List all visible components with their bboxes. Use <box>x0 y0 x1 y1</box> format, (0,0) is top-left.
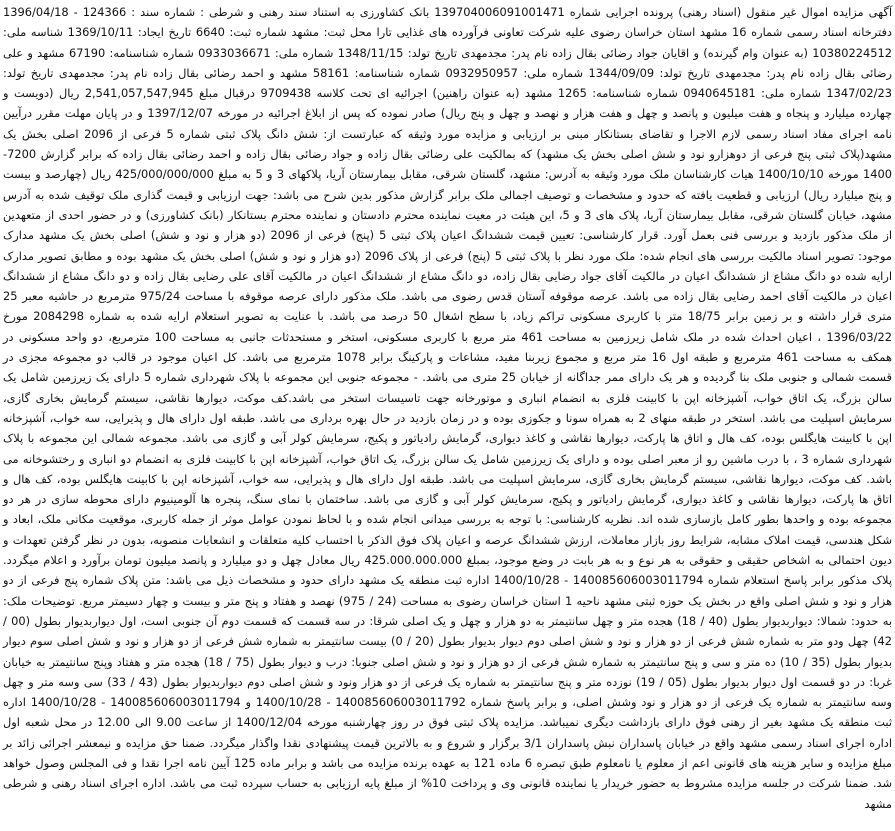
notice-text: آگهی مزایده اموال غیر منقول (اسناد رهنی) پرونده اجرایی شماره 139704006091001471 بانک کشاورزی به استناد سند رهنی و شرطی : شماره سند : 124366 - 1396/04/18 دفترخانه اسناد رسمی شماره 16 مشهد استان خراسان رضوی علیه شرکت تعاونی فرآورده های غذایی تارا محل ثبت: مشهد شماره ثبت: 6640 تاریخ ایجاد: 1369/10/11 شناسه ملی: 10380224512 (به عنوان وام گیرنده) و اقایان جواد رضائی بقال زاده نام پدر: مجدمهدی تاریخ تولد: 1348/11/15 شماره ملی: 0933036671 شماره شناسنامه: 67190 مشهد و علی رضائی بقال زاده نام پدر: مجدمهدی تاریخ تولد: 1344/09/09 شماره ملی: 0932950957 شماره شناسنامه: 58161 مشهد و احمد رضائی بقال زاده نام پدر: مجدمهدی تاریخ تولد: 1347/02/23 شماره ملی: 0940645181 شماره شناسنامه: 1265 مشهد (به عنوان راهنین) اجرائیه ای تحت کلاسه 9709438 درقبال مبلغ 2,541,057,547,945 ریال (دویست و چهارده میلیارد و پنجاه و هفت میلیون و پانصد و چهل و هفت هزار و نهصد و چهل و پنج ریال) صادر نموده که پس از ابلاغ اجرائیه در مورخه 1397/12/07 و در پایان مهلت مقرر درآیین نامه اجرای مفاد اسناد رسمی لازم الاجرا و تقاضای بستانکار مبنی بر ارزیابی و مزایده مورد وثیقه که عبارتست از: شش دانگ پلاک ثبتی شماره 5 فرعی از 2096 اصلی بخش یک مشهد(پلاک ثبتی پنج فرعی از دوهزارو نود و شش اصلی بخش یک مشهد) که بمالکیت علی رضائی بقال زاده و جواد رضائی بقال زاده و احمد رضائی بقال زاده که برابر گزارش 7200-1400 مورخه 1400/10/10 هیات کارشناسان ملک مورد وثیقه به آدرس: مشهد، گلستان شرقی، مقابل بیمارستان آریا، پلاکهای 3 و 5 به مبلغ 425/000/000/000 ریال (چهارصد و بیست و پنج میلیارد ریال) ارزیابی و قطعیت یافته که حدود و مشخصات و توصیف اجمالی ملک برابر گزارش مذکور بدین شرح می باشد: جهت ارزیابی و قیمت گذاری ملک توقیف شده به آدرس مشهد، خیابان گلستان شرقی، مقابل بیمارستان آریا، پلاک های 3 و 5، این هیئت در معیت نماینده محترم دادستان و نماینده محترم بستانکار (بانک کشاورزی) و در حضور احدی از متعهدین از ملک مذکور بازدید و بررسی فنی بعمل آورد. قرار کارشناسی: تعیین قیمت ششدانگ اعیان پلاک ثبتی 5 (پنج) فرعی از 2096 (دو هزار و نود و شش) اصلی بخش یک مشهد مدارک موجود: تصویر اسناد مالکیت بررسی های انجام شده: ملک مورد نظر با پلاک ثبتی 5 (پنج) فرعی از پلاک 2096 (دو هزار و نود و شش) اصلی بخش یک مشهد بوده و مطابق تصویر مدارک ارایه شده دو دانگ مشاع از ششدانگ اعیان در مالکیت آقای جواد رضایی بقال زاده، دو دانگ مشاع از ششدانگ اعیان در مالکیت آقای علی رضایی بقال زاده و دو دانگ مشاع از ششدانگ اعیان در مالکیت آقای احمد رضایی بقال زاده می باشد. عرصه موقوفه آستان قدس رضوی می باشد. ملک مذکور دارای عرصه موقوفه با مساحت 975/24 مترمربع در حاشیه معبر 25 متری قرار داشته و بر زمین برابر 18/75 متر با کاربری مسکونی تراکم زیاد، با سطح اشغال 50 درصد می باشد. با عنایت به تصویر استعلام ارایه شده به شماره 2084298 مورخ 1396/03/22 ، اعیان احداث شده در ملک شامل زیرزمین به مساحت 461 متر مربع با کاربری مسکونی، استخر و مستحدثات جانبی به مساحت 100 مترمربع، دو واحد مسکونی در همکف به مساحت 461 مترمربع و طبقه اول 16 متر مربع و مجموع زیربنا مفید، مشاعات و پارکینگ برابر 1078 مترمربع می باشد. کل اعیان موجود در قالب دو مجموعه مجزی در قسمت شمالی و جنوبی ملک بنا گردیده و هر یک دارای ممر جداگانه از خیابان 25 متری می باشد. - مجموعه جنوبی این مجموعه با پلاک شهرداری شماره 5 دارای یک زیرزمین شامل یک سالن بزرگ، یک اتاق خواب، آشپزخانه اپن با کابینت فلزی به انضمام انباری و موتورخانه جهت تاسیسات استخر می باشد.کف موکت، دیوارها نقاشی، سیستم گرمایش بخاری گازی، سرمایش اسپلیت می باشد. استخر در طبقه منهای 2 به همراه سونا و جکوزی بوده و در زمان بازدید در حال بهره برداری می باشد. طبقه اول دارای هال و پذیرایی، سه خواب، آشپزخانه اپن با کابینت هایگلس بوده، کف هال و اتاق ها پارکت، دیوارها نقاشی و کاغذ دیواری، گرمایش رادیاتور و پکیج، سرمایش کولر آبی و گازی می باشد. مجموعه شمالی این مجموعه با پلاک شهرداری شماره 3 ، با درب ماشین رو از معبر اصلی بوده و دارای یک زیرزمین شامل یک سالن بزرگ، یک اتاق خواب، آشپزخانه اپن با کابینت فلزی به انضمام دو انباری و رختشوخانه می باشد. کف موکت، دیوارها نقاشی، سیستم گرمایش بخاری گازی، سرمایش اسپلیت می باشد. طبقه اول دارای هال و پذیرایی، سه خواب، آشپزخانه اپن با کابینت هایگلس بوده، کف هال و اتاق ها پارکت، دیوارها نقاشی و کاغذ دیواری، گرمایش رادیاتور و پکیج، سرمایش کولر آبی و گازی می باشد. ساختمان با نمای سنگ، پنجره ها آلومینیوم دارای محوطه سازی در هر دو مجموعه بوده و واحدها بطور کامل بازسازی شده اند. نظریه کارشناسی: با توجه به بررسی میدانی انجام شده و با لحاظ نمودن عوامل موثر از جمله کاربری، موقعیت مکانی ملک، ابعاد و شکل هندسی، قیمت املاک مشابه، شرایط روز بازار معاملات، ارزش ششدانگ عرصه و اعیان پلاک فوق الذکر با احتساب کلیه متعلقات و انشعابات منصوبه، بدون در نظر گرفتن تعهدات و دیون احتمالی به اشخاص حقیقی و حقوقی به هر نوع و به هر بابت در وضع موجود، بمبلغ 425.000.000.000 ریال معادل چهل و دو میلیارد و پانصد میلیون تومان برآورد و اعلام میگردد. پلاک مذکور برابر پاسخ استعلام شماره 140085606003011794 - 1400/10/28 اداره ثبت منطقه یک مشهد دارای حدود و مشخصات ذیل می باشد: متن پلاک شماره پنج فرعی از دو هزار و نود و شش اصلی واقع در بخش یک حوزه ثبتی مشهد ناحیه 1 استان خراسان رضوی به مساحت (24 / 975) نهصد و هفتاد و پنج متر و بیست و چهار دسیمتر مربع. توضیحات ملک: به حدود: شمالا: دیواربدیوار بطول (40 / 18) هجده متر و چهل سانتیمتر به دو هزار و چهل و یک اصلی شرقا: در سه قسمت که قسمت دوم آن جنوبی است، اول دیواربدیوار بطول (00 / 42) چهل ودو متر به شماره شش فرعی از دو هزار و نود و شش اصلی دوم دیوار بدیوار بطول (20 / 0) بیست سانتیمتر به شماره شش فرعی از دو هزار و نود و شش اصلی سوم دیوار بدیوار بطول (35 / 10) ده متر و سی و پنج سانتیمتر به شماره شش فرعی از دو هزار و نود و شش اصلی جنوبا: درب و دیوار بطول (75 / 18) هجده متر و هفتاد وپنج سانتیمتر به خیابان غربا: در دو قسمت اول دیوار بدیوار بطول (05 / 19) نوزده متر و پنج سانتیمتر به شماره یک فرعی از دو هزار ونود و شش اصلی دوم دیواربدیوار بطول (43 / 33) سی وسه متر و چهل وسه سانتیمتر به شماره یک فرعی از دو هزار و نود وشش اصلی، و برابر پاسخ شماره 140085606003011792 - 1400/10/28 و 140085606003011794 - 1400/10/28 اداره ثبت منطقه یک مشهد بغیر از رهنی فوق دارای بازداشت دیگری نمیباشد. مزایده پلاک ثبتی فوق در روز چهارشنبه مورخه 1400/12/04 از ساعت 9.00 الی 12.00 در محل شعبه اول اداره اجرای اسناد رسمی مشهد واقع در خیابان پاسداران نبش پاسداران 3/1 برگزار و شروع و به بالاترین قیمت پیشنهادی نقدا واگذار میگردد. ضمنا حق مزایده و نیمعشر اجرائی زائد بر مبلغ مزایده و سایر هزینه های قانونی اعم از معلوم یا نامعلوم طبق تبصره 6 ماده 121 به عهده برنده مزایده می باشد و برابر ماده 125 آیین نامه اجرا نقدا و فی المجلس وصول خواهد شد. ضمنا شرکت در جلسه مزایده مشروط به حضور خریدار یا نماینده قانونی وی و پرداخت 10% از مبلغ پایه ارزیابی به حساب سپرده ثبت می باشد. اداره اجرای اسناد رهنی و شرطی مشهد <box>3 5 893 811</box>
